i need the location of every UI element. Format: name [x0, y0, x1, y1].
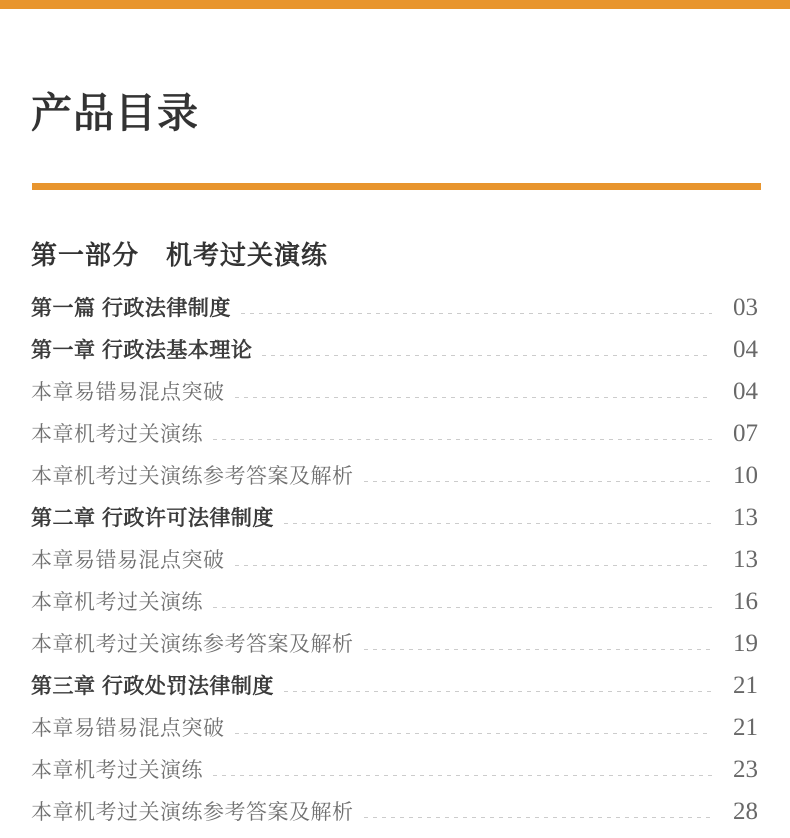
toc-entry-label: 本章机考过关演练: [31, 591, 203, 614]
toc-entry-label: 本章易错易混点突破: [31, 717, 225, 740]
page-number: 21: [733, 671, 758, 699]
page-number: 04: [733, 335, 758, 363]
toc-row: [31, 790, 758, 832]
toc-entry-label: 第三章 行政处罚法律制度: [31, 675, 274, 698]
top-accent-bar: [0, 0, 790, 9]
toc-row: [31, 538, 758, 580]
section-header: 第一部分 机考过关演练: [31, 240, 329, 270]
toc-row: [31, 286, 758, 328]
toc-row: [31, 706, 758, 748]
dotted-leader: [213, 439, 712, 440]
page-number: 13: [733, 545, 758, 573]
toc-entry-label: 本章机考过关演练参考答案及解析: [31, 633, 354, 656]
toc-list: [31, 286, 758, 832]
toc-row: [31, 412, 758, 454]
page-number: 19: [733, 629, 758, 657]
accent-divider: [32, 183, 761, 190]
page-number: 28: [733, 797, 758, 825]
page-number: 10: [733, 461, 758, 489]
page-number: 21: [733, 713, 758, 741]
dotted-leader: [262, 355, 712, 356]
toc-row: [31, 622, 758, 664]
page-number: 04: [733, 377, 758, 405]
toc-entry-label: 本章易错易混点突破: [31, 549, 225, 572]
toc-entry-label: 本章机考过关演练: [31, 759, 203, 782]
dotted-leader: [213, 607, 712, 608]
toc-entry-label: 第一章 行政法基本理论: [31, 339, 253, 362]
toc-row: [31, 496, 758, 538]
toc-row: [31, 370, 758, 412]
dotted-leader: [213, 775, 712, 776]
toc-row: [31, 454, 758, 496]
page-title: 产品目录: [31, 90, 199, 136]
toc-entry-label: 第二章 行政许可法律制度: [31, 507, 274, 530]
toc-row: [31, 748, 758, 790]
dotted-leader: [235, 397, 713, 398]
page-number: 16: [733, 587, 758, 615]
page-number: 03: [733, 293, 758, 321]
toc-entry-label: 本章机考过关演练参考答案及解析: [31, 465, 354, 488]
toc-entry-label: 本章机考过关演练参考答案及解析: [31, 801, 354, 824]
page-number: 07: [733, 419, 758, 447]
dotted-leader: [364, 649, 713, 650]
dotted-leader: [284, 523, 712, 524]
toc-row: [31, 328, 758, 370]
dotted-leader: [364, 481, 713, 482]
dotted-leader: [241, 313, 712, 314]
page-number: 13: [733, 503, 758, 531]
toc-entry-label: 本章机考过关演练: [31, 423, 203, 446]
dotted-leader: [364, 817, 713, 818]
dotted-leader: [235, 565, 713, 566]
toc-row: [31, 664, 758, 706]
toc-row: [31, 580, 758, 622]
toc-entry-label: 本章易错易混点突破: [31, 381, 225, 404]
dotted-leader: [284, 691, 712, 692]
dotted-leader: [235, 733, 713, 734]
toc-entry-label: 第一篇 行政法律制度: [31, 297, 231, 320]
page-number: 23: [733, 755, 758, 783]
